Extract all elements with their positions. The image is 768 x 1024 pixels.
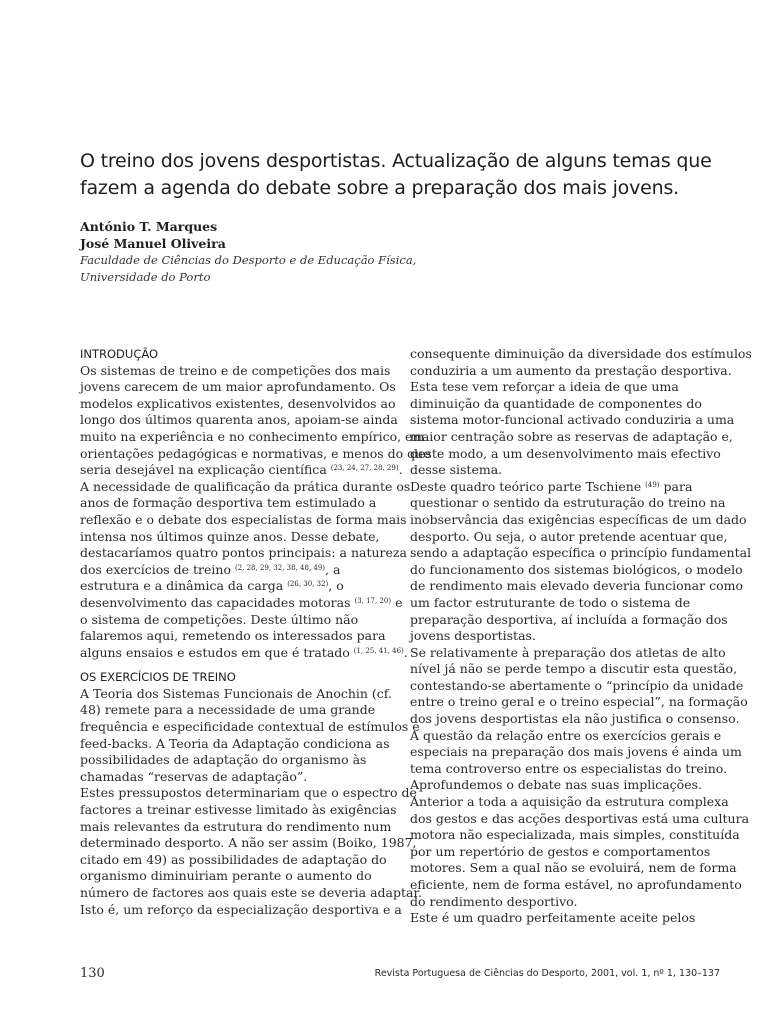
- text-fragment: , a: [325, 561, 341, 577]
- text-line: determinado desporto. A não ser assim (Boiko, 1987,: [80, 835, 417, 851]
- text-fragment: dos exercícios de treino: [80, 561, 235, 577]
- text-line: motora não especializada, mais simples, constituída: [410, 827, 740, 843]
- author-block: [80, 218, 580, 286]
- text-line: tema controverso entre os especialistas do treino.: [410, 760, 728, 776]
- text-fragment: .: [403, 644, 408, 660]
- text-line: maior centração sobre as reservas de adaptação e,: [410, 428, 733, 444]
- text-line: organismo diminuiriam perante o aumento do: [80, 868, 372, 884]
- text-line: Esta tese vem reforçar a ideia de que uma: [410, 379, 679, 395]
- text-line: possibilidades de adaptação do organismo às: [80, 752, 367, 768]
- author-name: António T. Marques: [80, 219, 218, 234]
- text-line: Se relativamente à preparação dos atletas de alto: [410, 644, 726, 660]
- text-line: 48) remete para a necessidade de uma grande: [80, 702, 376, 718]
- text-line: intensa nos últimos quinze anos. Desse debate,: [80, 528, 380, 544]
- text-line: entre o treino geral e o treino especial”, na formação: [410, 694, 748, 710]
- text-line: [80, 562, 392, 579]
- text-line: nível já não se perde tempo a discutir esta questão,: [410, 661, 738, 677]
- journal-citation: Revista Portuguesa de Ciências do Desporto, 2001, vol. 1, nº 1, 130–137: [374, 968, 720, 979]
- text-line: [80, 462, 403, 479]
- text-line: contestando-se abertamente o “princípio da unidade: [410, 677, 744, 693]
- text-line: especiais na preparação dos mais jovens é ainda um: [410, 744, 742, 760]
- text-line: por um repertório de gestos e comportamentos: [410, 843, 711, 859]
- text-line: desse sistema.: [410, 462, 503, 478]
- text-line: consequente diminuição da diversidade dos estímulos: [410, 346, 752, 361]
- intro-paragraph: [80, 362, 431, 662]
- citation-ref: (26, 30, 32): [287, 580, 329, 589]
- title-line: O treino dos jovens desportistas. Actualização de alguns temas que: [80, 150, 712, 172]
- text-line: Este é um quadro perfeitamente aceite pelos: [410, 910, 696, 926]
- text-line: sistema motor-funcional activado conduziria a uma: [410, 412, 735, 428]
- citation-ref: (23, 24, 27, 28, 29): [330, 464, 399, 473]
- text-line: número de factores aos quais este se deveria adaptar.: [80, 885, 423, 900]
- text-line: motores. Sem a qual não se evoluirá, nem de forma: [410, 860, 737, 876]
- section-heading-introduction: INTRODUÇÃO: [80, 347, 159, 361]
- text-line: falaremos aqui, remetendo os interessados para: [80, 628, 386, 644]
- text-line: reflexão e o debate dos especialistas de forma mais: [80, 511, 407, 527]
- exercises-paragraph: [80, 685, 423, 918]
- text-line: A questão da relação entre os exercícios gerais e: [410, 727, 722, 743]
- text-line: preparação desportiva, aí incluída a formação dos: [410, 611, 728, 627]
- text-line: orientações pedagógicas e normativas, e menos do que: [80, 445, 431, 461]
- left-column: [80, 346, 431, 918]
- text-fragment: estrutura e a dinâmica da carga: [80, 578, 288, 594]
- citation-ref: (3, 17, 20): [354, 596, 392, 605]
- text-fragment: e: [391, 594, 403, 610]
- affiliation-line: Universidade do Porto: [80, 270, 211, 284]
- section-heading-exercises: OS EXERCÍCIOS DE TREINO: [80, 670, 236, 685]
- text-line: mais relevantes da estrutura do rendimento num: [80, 818, 392, 834]
- text-line: feed-backs. A Teoria da Adaptação condiciona as: [80, 735, 390, 751]
- text-line: longo dos últimos quarenta anos, apoiam-se ainda: [80, 412, 398, 428]
- text-line: um factor estruturante de todo o sistema de: [410, 594, 691, 610]
- text-line: [80, 594, 403, 612]
- text-line: destacaríamos quatro pontos principais: a natureza: [80, 545, 407, 561]
- text-line: frequência e especificidade contextual de estímulos e: [80, 719, 420, 735]
- text-fragment: , o: [328, 578, 344, 594]
- text-line: [410, 479, 722, 496]
- text-line: deste modo, a um desenvolvimento mais efectivo: [410, 445, 721, 461]
- text-line: Estes pressupostos determinariam que o espectro de: [80, 785, 417, 801]
- text-line: do funcionamento dos sistemas biológicos, o modelo: [410, 561, 743, 577]
- text-line: citado em 49) as possibilidades de adaptação do: [80, 851, 387, 867]
- text-line: [80, 578, 392, 595]
- text-line: Anterior a toda a aquisição da estrutura complexa: [410, 794, 729, 810]
- text-line: diminuição da quantidade de componentes do: [410, 395, 702, 411]
- text-line: inobservância das exigências específicas de um dado: [410, 511, 747, 527]
- text-fragment: .: [398, 462, 403, 478]
- text-line: Isto é, um reforço da especialização desportiva e a: [80, 901, 402, 917]
- text-line: [80, 644, 408, 662]
- text-line: eficiente, nem de forma estável, no aprofundamento: [410, 877, 742, 892]
- text-line: dos gestos e das acções desportivas está uma cultura: [410, 810, 750, 826]
- author-name: José Manuel Oliveira: [80, 236, 226, 251]
- affiliation-line: Faculdade de Ciências do Desporto e de Educação Física,: [80, 253, 417, 267]
- text-line: anos de formação desportiva tem estimulado a: [80, 495, 377, 511]
- text-line: A Teoria dos Sistemas Funcionais de Anochin (cf.: [80, 685, 392, 701]
- text-line: questionar o sentido da estruturação do treino na: [410, 495, 726, 511]
- text-fragment: seria desejável na explicação científica: [80, 462, 331, 478]
- text-line: conduziria a um aumento da prestação desportiva.: [410, 362, 732, 378]
- title-line: fazem a agenda do debate sobre a preparação dos mais jovens.: [80, 177, 680, 199]
- text-line: dos jovens desportistas ela não justifica o consenso.: [410, 711, 740, 727]
- text-line: modelos explicativos existentes, desenvolvidos ao: [80, 395, 396, 411]
- text-fragment: alguns ensaios e estudos em que é tratado: [80, 644, 354, 660]
- citation-ref: (49): [645, 480, 660, 489]
- text-line: de rendimento mais elevado deveria funcionar como: [410, 578, 743, 594]
- citation-ref: (2, 28, 29, 32, 38, 48, 49): [234, 563, 326, 572]
- text-line: A necessidade de qualificação da prática durante os: [80, 478, 411, 494]
- citation-ref: (1, 25, 41, 46): [353, 646, 404, 655]
- text-line: jovens desportistas.: [410, 628, 536, 644]
- text-fragment: para: [659, 478, 693, 494]
- text-line: jovens carecem de um maior aprofundamento. Os: [80, 379, 396, 395]
- text-line: chamadas “reservas de adaptação”.: [80, 768, 308, 784]
- text-line: sendo a adaptação específica o princípio fundamental: [410, 545, 752, 561]
- text-line: factores a treinar estivesse limitado às exigências: [80, 802, 397, 818]
- text-fragment: Deste quadro teórico parte Tschiene: [410, 478, 646, 494]
- text-line: desporto. Ou seja, o autor pretende acentuar que,: [410, 528, 728, 544]
- page-number: 130: [80, 966, 105, 981]
- text-fragment: desenvolvimento das capacidades motoras: [80, 594, 355, 610]
- article-title: [80, 148, 720, 202]
- text-line: muito na experiência e no conhecimento empírico, em: [80, 428, 425, 444]
- text-line: Os sistemas de treino e de competições dos mais: [80, 362, 391, 378]
- text-line: Aprofundemos o debate nas suas implicações.: [410, 777, 702, 793]
- text-line: do rendimento desportivo.: [410, 893, 578, 909]
- right-column: [410, 346, 752, 927]
- text-line: o sistema de competições. Deste último não: [80, 611, 359, 627]
